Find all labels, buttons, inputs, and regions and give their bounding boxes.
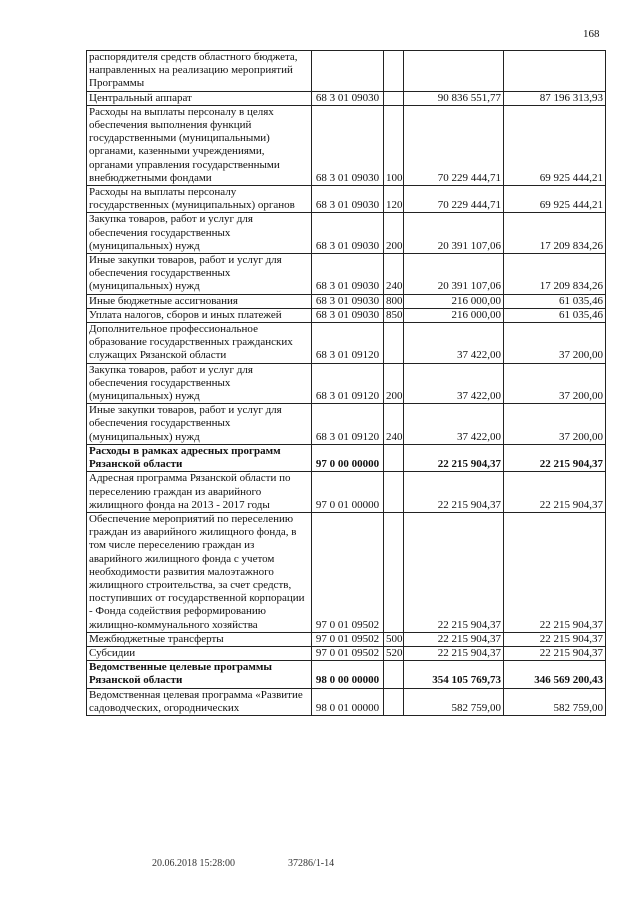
- row-value-2-cell: 346 569 200,43: [504, 661, 606, 688]
- row-name-cell: Центральный аппарат: [87, 91, 312, 105]
- row-value-2-cell: 87 196 313,93: [504, 91, 606, 105]
- table-row: [87, 363, 606, 404]
- row-kvr-cell: [384, 51, 404, 92]
- row-value-1-cell: 20 391 107,06: [404, 254, 504, 295]
- row-name-cell: Дополнительное профессиональное образование государственных гражданских служащих Рязанской области: [87, 323, 312, 364]
- budget-table: [86, 50, 606, 716]
- row-value-1-cell: 22 215 904,37: [404, 512, 504, 632]
- row-code-cell: 68 3 01 09030: [312, 213, 384, 254]
- row-value-2-cell: 69 925 444,21: [504, 186, 606, 213]
- row-name-cell: Обеспечение мероприятий по переселению граждан из аварийного жилищного фонда, в том числе переселению граждан из аварийного жилищного фонда с учетом необходимости развития малоэтажного жилищного строительства, за счет средств, поступивших от государственной корпорации - Фонда содействия реформированию жилищно-коммунального хозяйства: [87, 512, 312, 632]
- row-value-1-cell: 70 229 444,71: [404, 186, 504, 213]
- row-value-1-cell: 22 215 904,37: [404, 646, 504, 660]
- table-row: [87, 688, 606, 715]
- table-row: [87, 323, 606, 364]
- row-value-1-cell: 37 422,00: [404, 323, 504, 364]
- row-value-2-cell: 61 035,46: [504, 308, 606, 322]
- row-name-cell: распорядителя средств областного бюджета, направленных на реализацию мероприятий Программы: [87, 51, 312, 92]
- row-value-2-cell: 37 200,00: [504, 363, 606, 404]
- row-name-cell: Расходы на выплаты персоналу государственных (муниципальных) органов: [87, 186, 312, 213]
- row-code-cell: 68 3 01 09120: [312, 323, 384, 364]
- table-row: [87, 512, 606, 632]
- row-kvr-cell: 520: [384, 646, 404, 660]
- row-value-2-cell: 582 759,00: [504, 688, 606, 715]
- table-row: [87, 404, 606, 445]
- row-value-2-cell: 69 925 444,21: [504, 105, 606, 185]
- row-value-2-cell: 61 035,46: [504, 294, 606, 308]
- row-code-cell: 98 0 00 00000: [312, 661, 384, 688]
- table-row: [87, 105, 606, 185]
- table-row: [87, 308, 606, 322]
- row-kvr-cell: [384, 444, 404, 471]
- row-code-cell: 98 0 01 00000: [312, 688, 384, 715]
- row-code-cell: 68 3 01 09120: [312, 404, 384, 445]
- row-kvr-cell: 500: [384, 632, 404, 646]
- row-value-1-cell: 216 000,00: [404, 294, 504, 308]
- row-value-2-cell: 22 215 904,37: [504, 632, 606, 646]
- row-kvr-cell: [384, 91, 404, 105]
- row-value-1-cell: [404, 51, 504, 92]
- row-code-cell: 68 3 01 09030: [312, 105, 384, 185]
- row-code-cell: 68 3 01 09030: [312, 294, 384, 308]
- row-name-cell: Иные бюджетные ассигнования: [87, 294, 312, 308]
- row-code-cell: 68 3 01 09030: [312, 91, 384, 105]
- table-row: [87, 294, 606, 308]
- footer-date: 20.06.2018 15:28:00: [152, 858, 236, 869]
- row-code-cell: 97 0 01 00000: [312, 472, 384, 513]
- row-value-1-cell: 90 836 551,77: [404, 91, 504, 105]
- row-kvr-cell: 800: [384, 294, 404, 308]
- row-value-2-cell: 22 215 904,37: [504, 512, 606, 632]
- row-value-1-cell: 20 391 107,06: [404, 213, 504, 254]
- row-kvr-cell: [384, 661, 404, 688]
- row-kvr-cell: [384, 472, 404, 513]
- row-value-1-cell: 22 215 904,37: [404, 632, 504, 646]
- row-code-cell: 68 3 01 09030: [312, 254, 384, 295]
- row-kvr-cell: 200: [384, 363, 404, 404]
- table-row: [87, 213, 606, 254]
- row-name-cell: Иные закупки товаров, работ и услуг для обеспечения государственных (муниципальных) нужд: [87, 404, 312, 445]
- row-value-1-cell: 37 422,00: [404, 363, 504, 404]
- row-value-2-cell: 22 215 904,37: [504, 444, 606, 471]
- row-value-2-cell: 17 209 834,26: [504, 254, 606, 295]
- row-kvr-cell: 120: [384, 186, 404, 213]
- row-code-cell: 68 3 01 09030: [312, 186, 384, 213]
- row-name-cell: Адресная программа Рязанской области по переселению граждан из аварийного жилищного фонда на 2013 - 2017 годы: [87, 472, 312, 513]
- row-kvr-cell: [384, 323, 404, 364]
- footer-doc-number: 37286/1-14: [288, 858, 335, 869]
- row-name-cell: Иные закупки товаров, работ и услуг для обеспечения государственных (муниципальных) нужд: [87, 254, 312, 295]
- row-value-1-cell: 582 759,00: [404, 688, 504, 715]
- page-number: 168: [583, 28, 600, 40]
- row-value-1-cell: 22 215 904,37: [404, 444, 504, 471]
- row-kvr-cell: 100: [384, 105, 404, 185]
- row-value-2-cell: [504, 51, 606, 92]
- table-row: [87, 632, 606, 646]
- row-code-cell: 97 0 01 09502: [312, 512, 384, 632]
- row-code-cell: 97 0 01 09502: [312, 646, 384, 660]
- row-code-cell: [312, 51, 384, 92]
- row-value-2-cell: 22 215 904,37: [504, 472, 606, 513]
- row-kvr-cell: 850: [384, 308, 404, 322]
- table-row: [87, 254, 606, 295]
- row-code-cell: 68 3 01 09120: [312, 363, 384, 404]
- row-name-cell: Расходы на выплаты персоналу в целях обеспечения выполнения функций государственными (муниципальными) органами, казенными учреждениями, органами управления государственными внебюджетными фондами: [87, 105, 312, 185]
- row-name-cell: Закупка товаров, работ и услуг для обеспечения государственных (муниципальных) нужд: [87, 363, 312, 404]
- row-code-cell: 97 0 00 00000: [312, 444, 384, 471]
- row-name-cell: Субсидии: [87, 646, 312, 660]
- budget-table-body: [87, 51, 606, 716]
- row-name-cell: Закупка товаров, работ и услуг для обеспечения государственных (муниципальных) нужд: [87, 213, 312, 254]
- row-value-1-cell: 22 215 904,37: [404, 472, 504, 513]
- row-name-cell: Ведомственная целевая программа «Развитие садоводческих, огороднических: [87, 688, 312, 715]
- table-row: [87, 91, 606, 105]
- table-row: [87, 472, 606, 513]
- row-code-cell: 68 3 01 09030: [312, 308, 384, 322]
- row-name-cell: Межбюджетные трансферты: [87, 632, 312, 646]
- row-value-2-cell: 37 200,00: [504, 404, 606, 445]
- table-row: [87, 186, 606, 213]
- row-kvr-cell: 200: [384, 213, 404, 254]
- table-row: [87, 646, 606, 660]
- row-value-2-cell: 17 209 834,26: [504, 213, 606, 254]
- row-value-1-cell: 216 000,00: [404, 308, 504, 322]
- row-kvr-cell: [384, 512, 404, 632]
- row-code-cell: 97 0 01 09502: [312, 632, 384, 646]
- table-row: [87, 444, 606, 471]
- table-row: [87, 51, 606, 92]
- row-kvr-cell: 240: [384, 254, 404, 295]
- row-value-2-cell: 37 200,00: [504, 323, 606, 364]
- row-name-cell: Расходы в рамках адресных программ Рязанской области: [87, 444, 312, 471]
- row-name-cell: Ведомственные целевые программы Рязанской области: [87, 661, 312, 688]
- row-value-1-cell: 37 422,00: [404, 404, 504, 445]
- row-value-1-cell: 354 105 769,73: [404, 661, 504, 688]
- row-kvr-cell: [384, 688, 404, 715]
- table-row: [87, 661, 606, 688]
- row-kvr-cell: 240: [384, 404, 404, 445]
- row-name-cell: Уплата налогов, сборов и иных платежей: [87, 308, 312, 322]
- row-value-2-cell: 22 215 904,37: [504, 646, 606, 660]
- row-value-1-cell: 70 229 444,71: [404, 105, 504, 185]
